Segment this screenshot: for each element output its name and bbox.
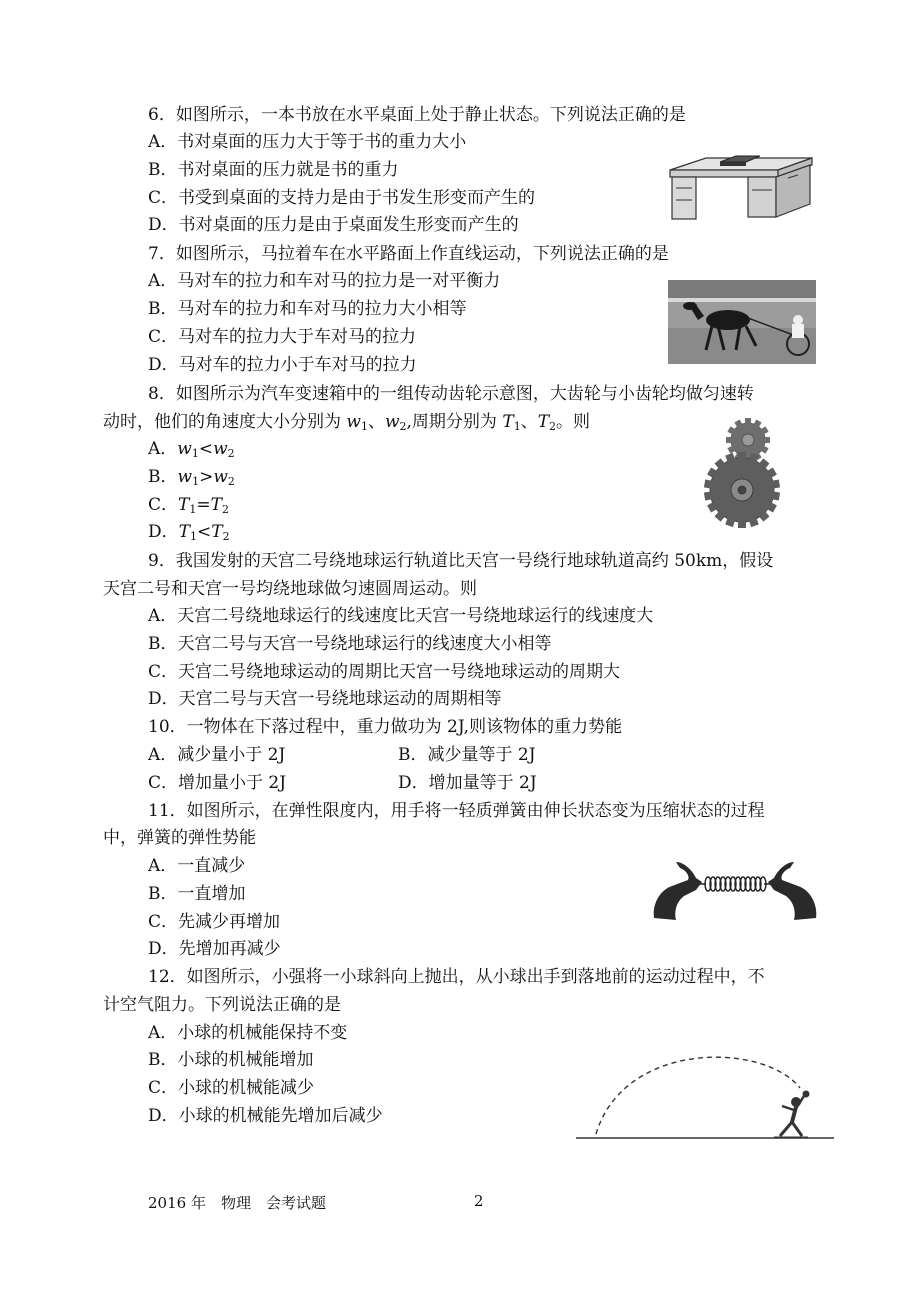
q12-option-b: B．小球的机械能增加 xyxy=(148,1050,314,1070)
q10-option-d: D．增加量等于 2J xyxy=(398,773,537,793)
q12-option-c: C．小球的机械能减少 xyxy=(148,1078,315,1098)
hands-stretching-spring-figure xyxy=(650,856,820,922)
page-number: 2 xyxy=(474,1192,484,1210)
q9-option-c: C．天宫二号绕地球运动的周期比天宫一号绕地球运动的周期大 xyxy=(148,662,621,682)
q12-stem-line2: 计空气阻力。下列说法正确的是 xyxy=(103,995,341,1015)
desk-with-book-figure xyxy=(666,148,816,223)
q9-option-d: D．天宫二号与天宫一号绕地球运动的周期相等 xyxy=(148,689,502,709)
q8-option-a: A．$w_1<w_2$ xyxy=(148,439,235,460)
q8-option-c: C．$T_1=T_2$ xyxy=(148,495,229,516)
q6-stem: 6．如图所示，一本书放在水平桌面上处于静止状态。下列说法正确的是 xyxy=(148,105,686,125)
q10-option-b: B．减少量等于 2J xyxy=(398,745,536,765)
q6-option-d: D．书对桌面的压力是由于桌面发生形变而产生的 xyxy=(148,215,519,235)
ball-throw-trajectory-figure xyxy=(574,1052,836,1144)
q9-option-a: A．天宫二号绕地球运行的线速度比天宫一号绕地球运行的线速度大 xyxy=(148,606,654,626)
q10-stem: 10．一物体在下落过程中，重力做功为 2J,则该物体的重力势能 xyxy=(148,717,623,737)
q11-option-b: B．一直增加 xyxy=(148,884,246,904)
horse-pulling-cart-figure xyxy=(668,280,816,364)
q8-stem-line1: 8．如图所示为汽车变速箱中的一组传动齿轮示意图，大齿轮与小齿轮均做匀速转 xyxy=(148,384,754,404)
q6-option-c: C．书受到桌面的支持力是由于书发生形变而产生的 xyxy=(148,188,536,208)
q7-option-a: A．马对车的拉力和车对马的拉力是一对平衡力 xyxy=(148,271,501,291)
q6-option-a: A．书对桌面的压力大于等于书的重力大小 xyxy=(148,132,467,152)
q11-option-a: A．一直减少 xyxy=(148,856,246,876)
q7-stem: 7．如图所示，马拉着车在水平路面上作直线运动，下列说法正确的是 xyxy=(148,244,669,264)
q12-option-d: D．小球的机械能先增加后减少 xyxy=(148,1106,383,1126)
q11-option-c: C．先减少再增加 xyxy=(148,912,281,932)
q8-stem-line2: 动时，他们的角速度大小分别为 $w_1$、$w_2$,周期分别为 $T_1$、$T_2$。则 xyxy=(103,412,591,433)
q10-option-a: A．减少量小于 2J xyxy=(148,745,286,765)
q9-option-b: B．天宫二号与天宫一号绕地球运行的线速度大小相等 xyxy=(148,634,552,654)
q8-option-b: B．$w_1>w_2$ xyxy=(148,467,235,488)
q11-stem-line2: 中，弹簧的弹性势能 xyxy=(103,828,256,848)
q8-option-d: D．$T_1<T_2$ xyxy=(148,522,230,543)
q7-option-c: C．马对车的拉力大于车对马的拉力 xyxy=(148,327,417,347)
q9-stem-line2: 天宫二号和天宫一号均绕地球做匀速圆周运动。则 xyxy=(103,579,477,599)
q12-stem-line1: 12．如图所示，小强将一小球斜向上抛出，从小球出手到落地前的运动过程中，不 xyxy=(148,967,765,987)
q10-option-c: C．增加量小于 2J xyxy=(148,773,287,793)
q6-option-b: B．书对桌面的压力就是书的重力 xyxy=(148,160,399,180)
q7-option-d: D．马对车的拉力小于车对马的拉力 xyxy=(148,355,417,375)
footer-label: 2016 年 物理 会考试题 xyxy=(148,1194,326,1212)
q11-stem-line1: 11．如图所示，在弹性限度内，用手将一轻质弹簧由伸长状态变为压缩状态的过程 xyxy=(148,801,765,821)
q9-stem-line1: 9．我国发射的天宫二号绕地球运行轨道比天宫一号绕行地球轨道高约 50km，假设 xyxy=(148,551,774,571)
gear-pair-figure xyxy=(702,414,784,532)
q7-option-b: B．马对车的拉力和车对马的拉力大小相等 xyxy=(148,299,467,319)
q12-option-a: A．小球的机械能保持不变 xyxy=(148,1023,348,1043)
q11-option-d: D．先增加再减少 xyxy=(148,939,281,959)
